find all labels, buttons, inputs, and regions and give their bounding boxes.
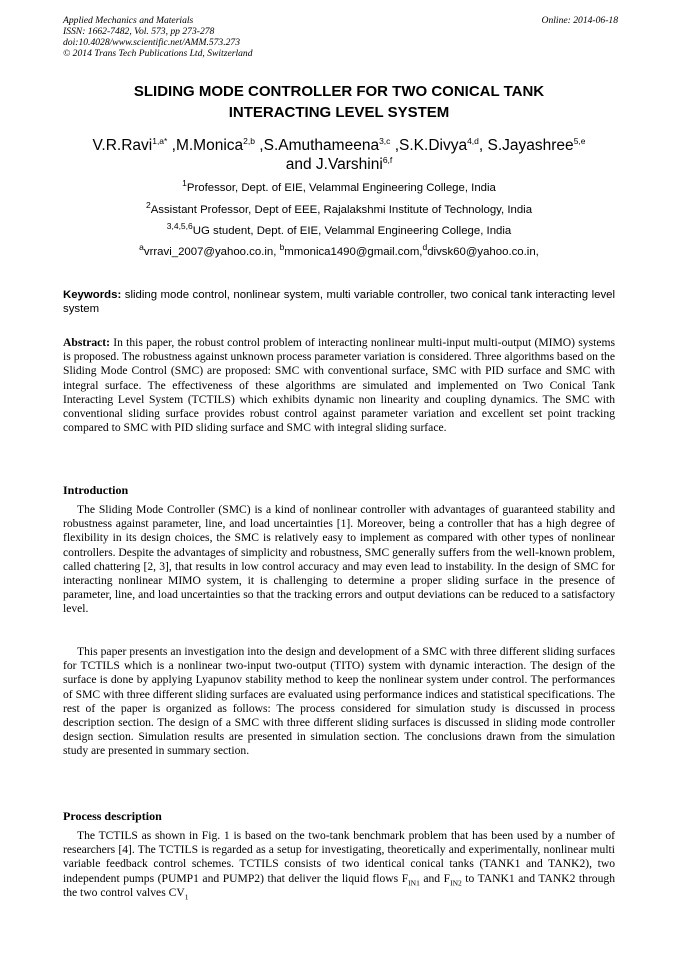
journal-header xyxy=(63,15,618,59)
process-heading: Process description xyxy=(63,809,162,823)
subscript: IN1 xyxy=(408,877,420,887)
email-b: mmonica1490@gmail.com, xyxy=(284,246,423,258)
author-sup: 1,a* xyxy=(152,135,168,146)
author-name: V.R.Ravi xyxy=(92,137,153,154)
introduction-paragraph-2: This paper presents an investigation into the design and development of a SMC with three different sliding surfaces for TCTILS which is a nonlinear two-input two-output (TITO) system with dynamic interaction. The design of the surface is done by applying Lyapunov stability method to keep the nonlinear system under control. The performances of SMC with three different sliding surfaces are evaluated using performance indices and statistical specifications. The rest of the paper is organized as follows: The process considered for simulation study is discussed in process description section. The design of a SMC with three different sliding surfaces is discussed in sliding mode controller design section. Simulation results are presented in simulation section. The conclusions drawn from the simulation study are presented in summary section. xyxy=(63,645,615,758)
abstract-text: In this paper, the robust control problem of interacting nonlinear multi-input multi-output (MIMO) systems is proposed. The robustness against unknown process parameter variation is considered. Three algorithms based on the Sliding Mode Control (SMC) are proposed: SMC with conventional surface, SMC with PID surface and SMC with integral surface. The effectiveness of these algorithms are simulated and implemented on Two Conical Tank Interacting Level System (TCTILS) which exhibits dynamic non linearity and coupling dynamics. The SMC with conventional sliding surface provides robust control against parameter variation and excellent set point tracking compared to SMC with PID sliding surface and SMC with integral sliding surface. xyxy=(63,336,615,435)
introduction-heading: Introduction xyxy=(63,483,129,497)
online-date: Online: 2014-06-18 xyxy=(541,15,618,26)
title-line-1: SLIDING MODE CONTROLLER FOR TWO CONICAL TANK xyxy=(133,83,545,100)
keywords-text: sliding mode control, nonlinear system, multi variable controller, two conical tank interacting level system xyxy=(63,289,616,315)
author-name: ,S.Amuthameena xyxy=(259,137,380,154)
author-sup: 2,b xyxy=(243,135,255,146)
email-a: vrravi_2007@yahoo.co.in, xyxy=(143,246,280,258)
email-sup: a xyxy=(139,242,144,253)
process-paragraph-1 xyxy=(63,829,615,900)
affiliation-1 xyxy=(63,178,615,195)
subscript: IN2 xyxy=(450,877,462,887)
email-sup: b xyxy=(279,242,285,253)
author-line-1 xyxy=(63,136,615,155)
aff-sup: 2 xyxy=(145,200,151,211)
author-line-2 xyxy=(63,155,615,174)
keywords-label: Keywords: xyxy=(63,289,122,301)
author-name: ,S.K.Divya xyxy=(394,137,468,154)
aff-text: UG student, Dept. of EIE, Velammal Engineering College, India xyxy=(192,225,512,237)
author-name: ,M.Monica xyxy=(171,137,244,154)
aff-sup: 3,4,5,6 xyxy=(166,221,193,232)
paper-title xyxy=(63,81,615,123)
copyright-line: © 2014 Trans Tech Publications Ltd, Switzerland xyxy=(63,48,253,59)
affiliation-3 xyxy=(63,221,615,238)
author-sup: 4,d xyxy=(467,135,479,146)
abstract xyxy=(63,336,615,435)
email-d: divsk60@yahoo.co.in, xyxy=(427,246,539,258)
title-line-2: INTERACTING LEVEL SYSTEM xyxy=(228,104,450,121)
author-name: , S.Jayashree xyxy=(478,137,574,154)
aff-text: Assistant Professor, Dept of EEE, Rajalakshmi Institute of Technology, India xyxy=(150,204,533,216)
process-text: to TANK1 and TANK2 through the two control valves CV xyxy=(63,871,615,899)
abstract-label: Abstract: xyxy=(63,336,111,349)
email-sup: d xyxy=(422,242,428,253)
process-text: The TCTILS as shown in Fig. 1 is based on the two-tank benchmark problem that has been used by a number of researchers [4]. The TCTILS is regarded as a setup for investigating, theoretically and experimentally, nonlinear multi variable feedback control schemes. TCTILS consists of two identical conical tanks (TANK1 and TANK2), two independent pumps (PUMP1 and PUMP2) that deliver the liquid flows F xyxy=(63,829,615,885)
issn-line: ISSN: 1662-7482, Vol. 573, pp 273-278 xyxy=(63,26,215,37)
subscript: 1 xyxy=(184,892,189,902)
author-sup: 5,e xyxy=(573,135,586,146)
author-sup: 3,c xyxy=(379,135,391,146)
doi-line: doi:10.4028/www.scientific.net/AMM.573.273 xyxy=(63,37,241,48)
author-list xyxy=(63,136,615,174)
keywords xyxy=(63,288,615,316)
aff-sup: 1 xyxy=(182,178,187,189)
author-name: and J.Varshini xyxy=(285,156,383,173)
introduction-paragraph-1: The Sliding Mode Controller (SMC) is a kind of nonlinear controller with advantages of guaranteed stability and robustness against parameter, line, and load uncertainties [1]. Moreover, being a controller that has a high degree of flexibility in its design choices, the SMC is relatively easy to implement as compared with other types of nonlinear controllers. Despite the advantages of simplicity and robustness, SMC generally suffers from the well-known problem, called chattering [2, 3], that results in low control accuracy and may even lead to instability. In the design of SMC for interacting nonlinear MIMO system, it is challenging to determine a proper sliding surface in the presence of parameter, line, and load uncertainties so that the tracking errors and output deviations can be reduced to a satisfactory level. xyxy=(63,503,615,616)
email-line xyxy=(63,242,615,259)
aff-text: Professor, Dept. of EIE, Velammal Engineering College, India xyxy=(186,182,496,194)
author-sup: 6,f xyxy=(382,154,393,165)
journal-name: Applied Mechanics and Materials xyxy=(63,15,194,26)
process-text: and F xyxy=(419,871,451,885)
affiliation-2 xyxy=(63,200,615,217)
